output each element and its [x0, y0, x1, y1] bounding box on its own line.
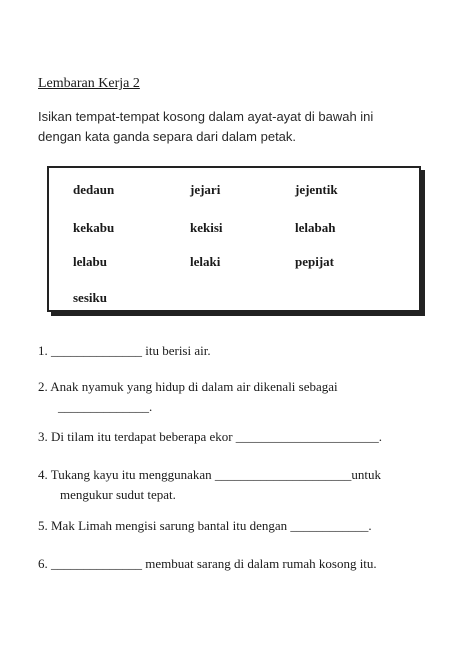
worksheet-title: Lembaran Kerja 2 [38, 76, 140, 91]
instruction-line-1: Isikan tempat-tempat kosong dalam ayat-ayat di bawah ini [38, 109, 374, 124]
question-4-line-2: mengukur sudut tepat. [60, 487, 176, 502]
question-2-line-2: ______________. [58, 399, 153, 414]
question-2-line-1: 2. Anak nyamuk yang hidup di dalam air dikenali sebagai [38, 379, 338, 394]
question-4 [38, 465, 381, 505]
word-kekabu: kekabu [73, 220, 115, 235]
word-lelabah: lelabah [295, 220, 336, 235]
word-kekisi: kekisi [190, 220, 223, 235]
question-2 [38, 377, 338, 417]
question-3: 3. Di tilam itu terdapat beberapa ekor ______________________. [38, 429, 383, 444]
word-lelaki: lelaki [190, 254, 221, 269]
word-sesiku: sesiku [73, 290, 107, 305]
word-pepijat: pepijat [295, 254, 334, 269]
word-dedaun: dedaun [73, 182, 115, 197]
word-jejari: jejari [190, 182, 221, 197]
word-jejentik: jejentik [295, 182, 338, 197]
question-5: 5. Mak Limah mengisi sarung bantal itu dengan ____________. [38, 518, 372, 533]
word-box [47, 166, 421, 312]
word-lelabu: lelabu [73, 254, 107, 269]
question-4-line-1: 4. Tukang kayu itu menggunakan _____________________untuk [38, 467, 382, 482]
question-1: 1. ______________ itu berisi air. [38, 343, 211, 358]
instruction-text [38, 107, 458, 147]
instruction-line-2: dengan kata ganda separa dari dalam petak. [38, 129, 297, 144]
question-6: 6. ______________ membuat sarang di dalam rumah kosong itu. [38, 556, 377, 571]
